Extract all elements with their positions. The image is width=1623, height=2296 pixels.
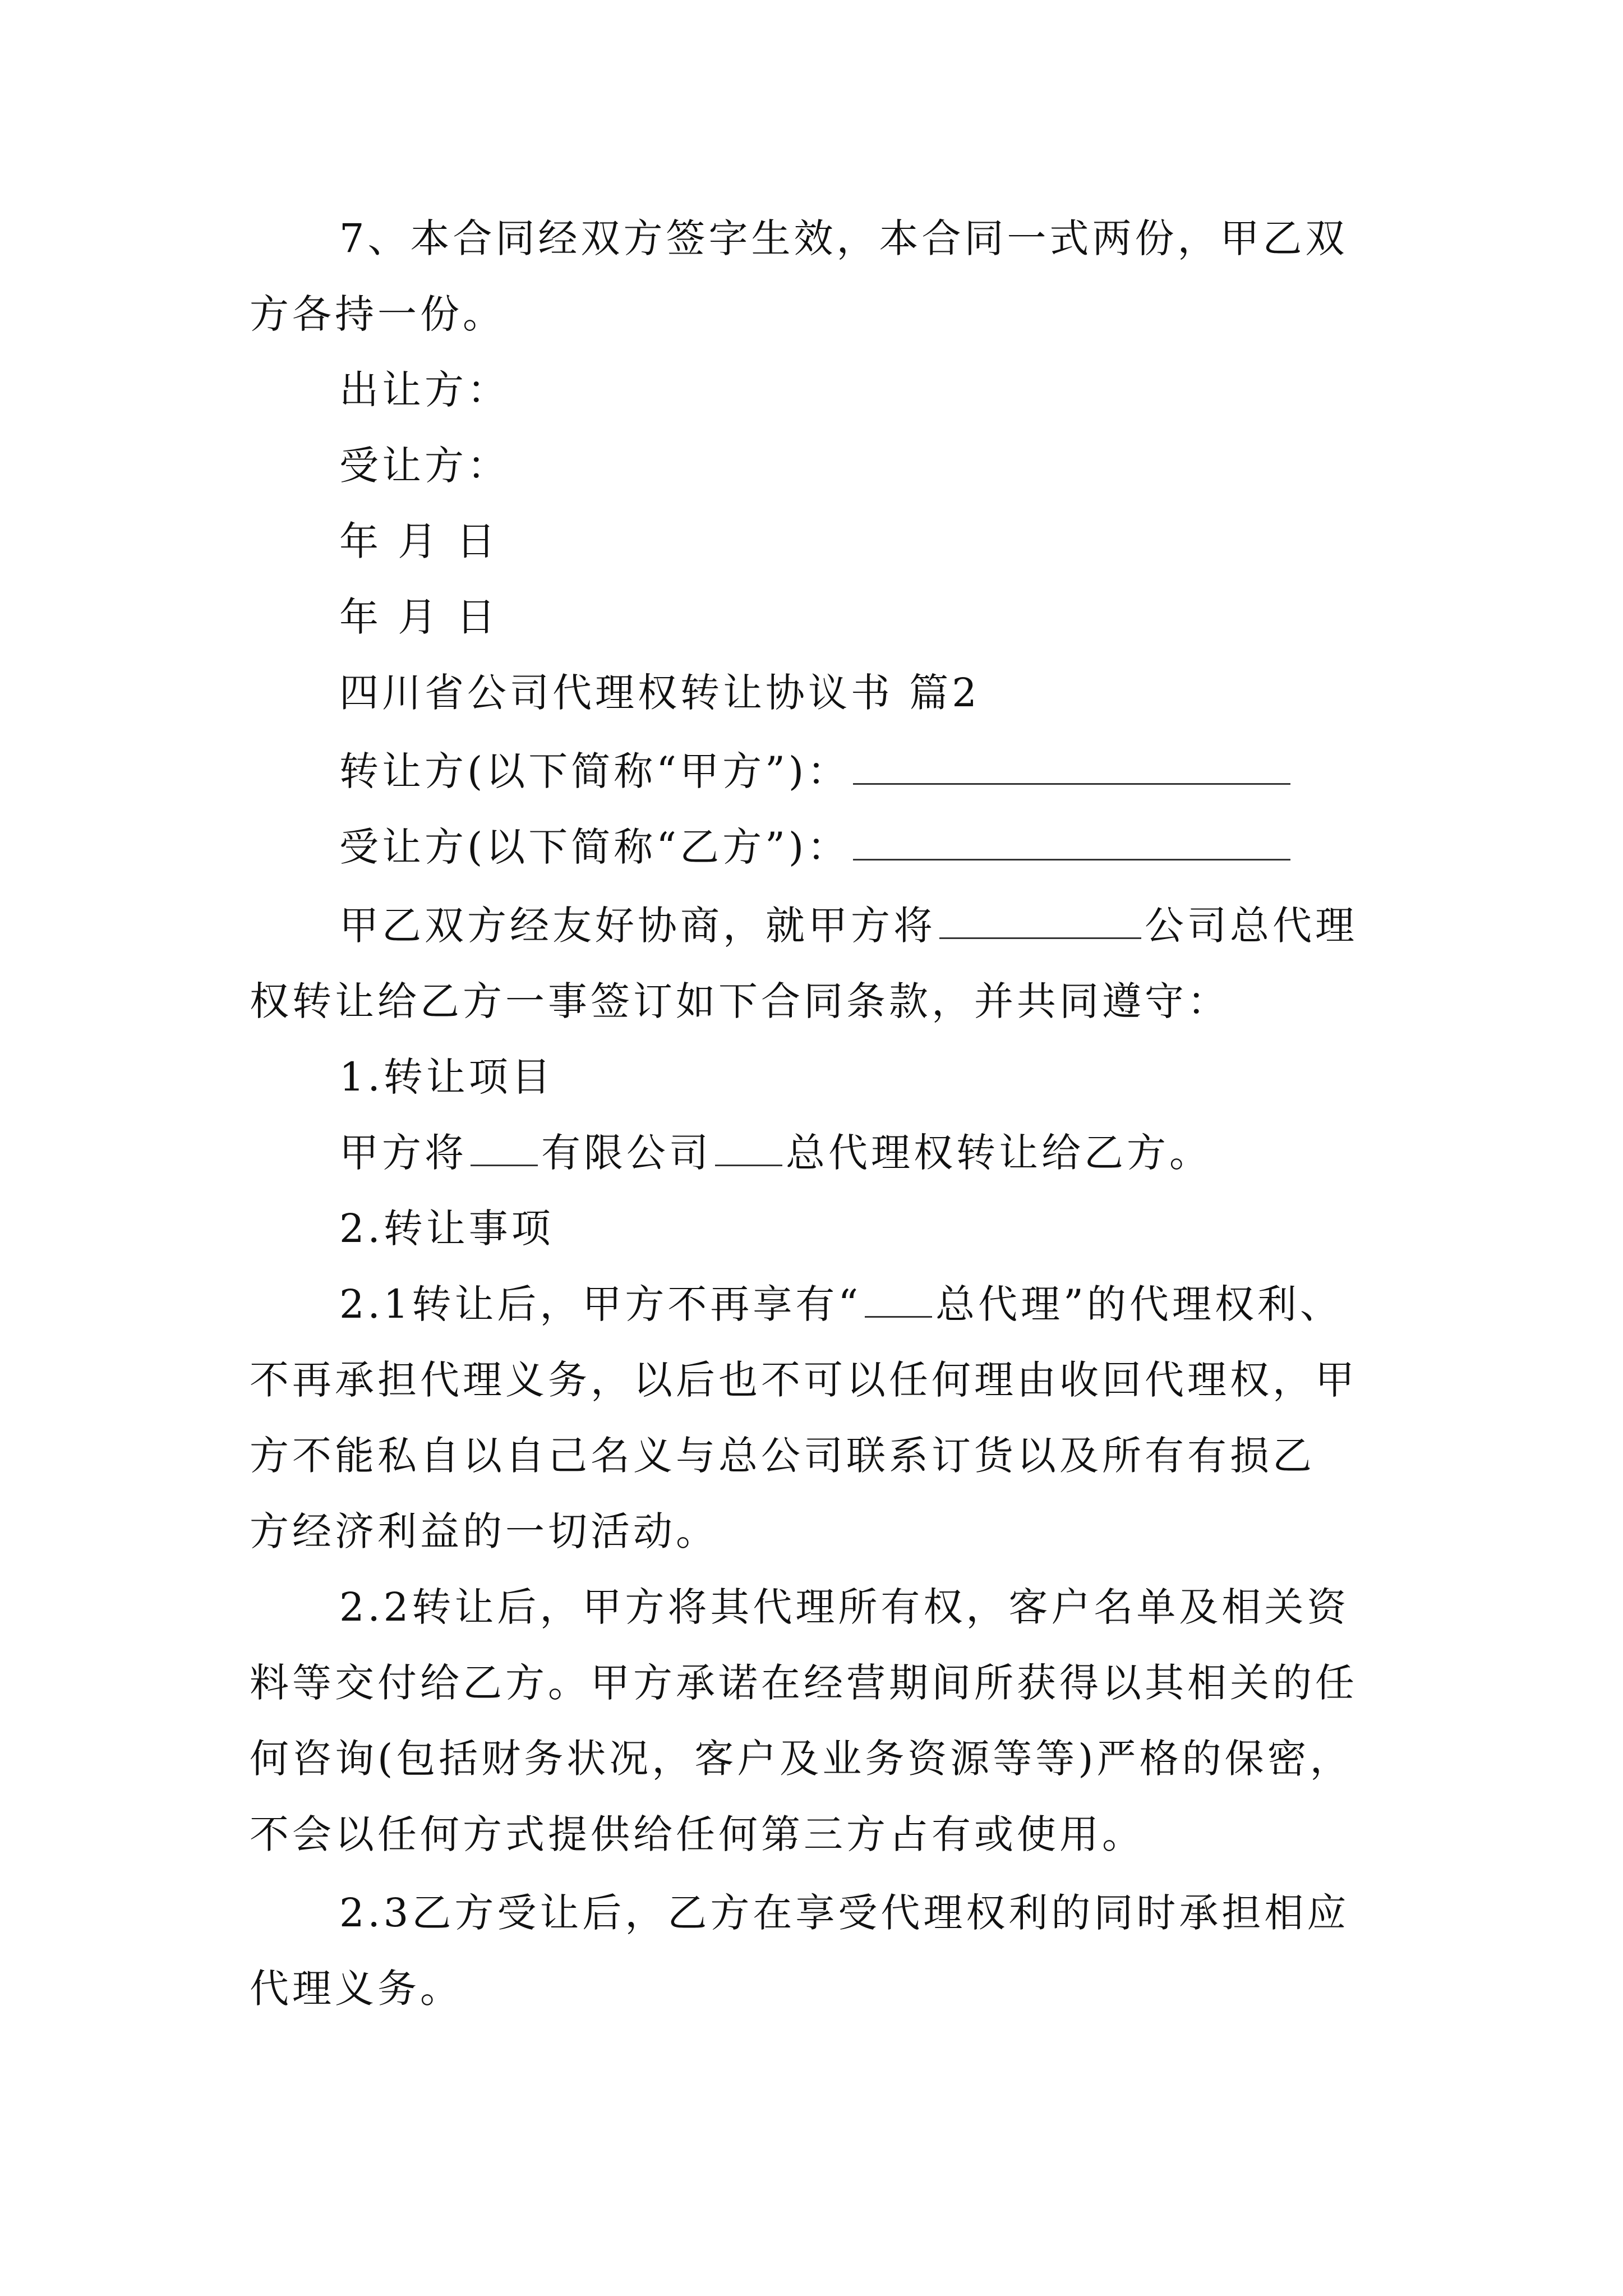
intro-line-2 xyxy=(250,978,1230,1024)
item-2-2-line-3 xyxy=(250,1736,1353,1782)
text: 料等交付给乙方。甲方承诺在经营期间所获得以其相关的任 xyxy=(250,1660,1358,1706)
text: 方经济利益的一切活动。 xyxy=(250,1508,718,1554)
text: 甲方将 xyxy=(339,1130,467,1176)
fill-blank xyxy=(715,1135,782,1166)
text: 转让方(以下简称“甲方”)： xyxy=(339,748,850,794)
clause-7-line-2 xyxy=(250,291,505,337)
item-2-1-line-4 xyxy=(250,1508,718,1554)
fill-blank xyxy=(471,1135,538,1166)
item-2-2-line-2 xyxy=(250,1660,1358,1706)
text: 2.1转让后，甲方不再享有“ xyxy=(339,1281,862,1327)
text: 2.2转让后，甲方将其代理所有权，客户名单及相关资 xyxy=(339,1584,1350,1630)
party-b-line xyxy=(339,824,1294,870)
text: 总代理”的代理权利、 xyxy=(935,1281,1343,1327)
intro-line-1 xyxy=(339,903,1358,949)
text: 2.转让事项 xyxy=(339,1205,554,1251)
text: 年 月 日 xyxy=(339,518,499,564)
item-2-1-line-3 xyxy=(250,1433,1315,1479)
item-2-1-line-2 xyxy=(250,1357,1358,1403)
transferor-label xyxy=(339,367,510,413)
text: 有限公司 xyxy=(541,1130,712,1176)
item-1-heading xyxy=(339,1054,554,1100)
text: 不会以任何方式提供给任何第三方占有或使用。 xyxy=(250,1811,1145,1857)
party-a-line xyxy=(339,748,1294,794)
date-line-2 xyxy=(339,594,499,640)
text: 1.转让项目 xyxy=(339,1054,554,1100)
item-2-3-line-2 xyxy=(250,1966,463,2012)
text: 年 月 日 xyxy=(339,594,499,640)
item-1-body xyxy=(339,1130,1212,1176)
text: 受让方(以下简称“乙方”)： xyxy=(339,824,850,870)
text: 方不能私自以自己名义与总公司联系订货以及所有有损乙 xyxy=(250,1433,1315,1479)
fill-blank xyxy=(939,908,1141,939)
text: 出让方： xyxy=(339,367,510,413)
text: 公司总代理 xyxy=(1145,903,1358,949)
clause-7-line-1 xyxy=(339,215,1348,261)
text: 甲乙双方经友好协商，就甲方将 xyxy=(339,903,936,949)
text: 何咨询(包括财务状况，客户及业务资源等等)严格的保密， xyxy=(250,1736,1353,1782)
item-2-3-line-1 xyxy=(339,1890,1350,1936)
text: 总代理权转让给乙方。 xyxy=(786,1130,1212,1176)
fill-blank xyxy=(853,830,1290,861)
item-2-heading xyxy=(339,1205,554,1251)
text: 方各持一份。 xyxy=(250,291,505,337)
item-2-1-line-1 xyxy=(339,1281,1343,1327)
transferee-label xyxy=(339,443,510,489)
text: 不再承担代理义务，以后也不可以任何理由收回代理权，甲 xyxy=(250,1357,1358,1403)
item-2-2-line-4 xyxy=(250,1811,1145,1857)
item-2-2-line-1 xyxy=(339,1584,1350,1630)
section-title xyxy=(339,670,980,716)
text: 2.3乙方受让后，乙方在享受代理权利的同时承担相应 xyxy=(339,1890,1350,1936)
text: 7、本合同经双方签字生效，本合同一式两份，甲乙双 xyxy=(339,215,1348,261)
fill-blank xyxy=(865,1287,932,1318)
text: 受让方： xyxy=(339,443,510,489)
fill-blank xyxy=(853,754,1290,785)
text: 四川省公司代理权转让协议书 篇2 xyxy=(339,670,980,716)
date-line-1 xyxy=(339,518,499,564)
text: 权转让给乙方一事签订如下合同条款，并共同遵守： xyxy=(250,978,1230,1024)
text: 代理义务。 xyxy=(250,1966,463,2012)
